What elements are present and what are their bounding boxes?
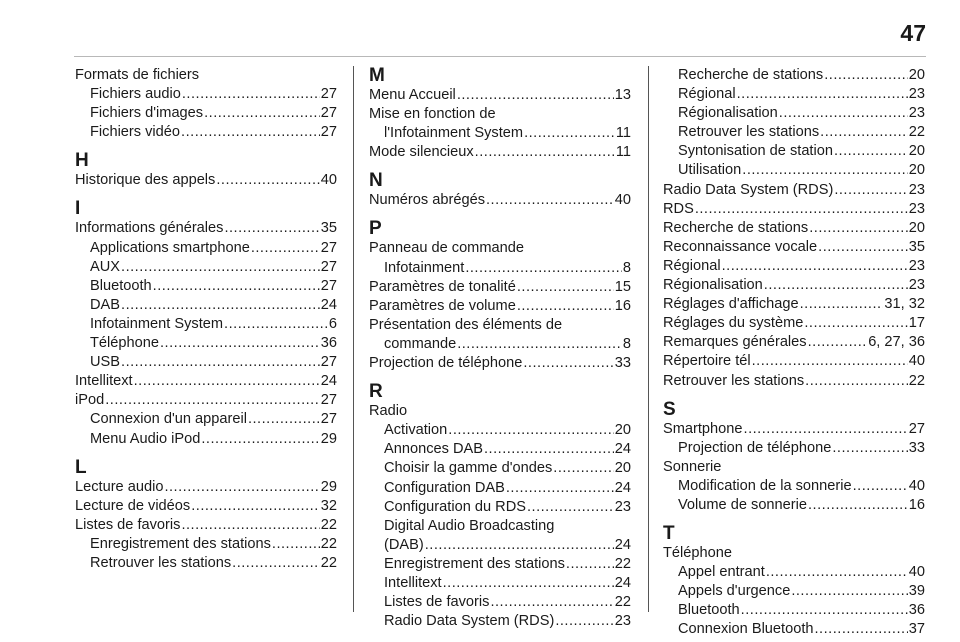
index-subentry xyxy=(75,554,337,573)
entry-term: Bluetooth xyxy=(678,602,740,619)
dot-leader xyxy=(457,335,622,354)
dot-leader xyxy=(121,258,320,277)
page-reference: 35 xyxy=(320,220,337,237)
dot-leader xyxy=(153,277,320,296)
entry-term: Bluetooth xyxy=(90,277,152,294)
index-entry xyxy=(663,200,925,219)
entry-term: Régionalisation xyxy=(663,277,763,294)
dot-leader xyxy=(764,276,908,295)
index-subentry xyxy=(369,124,631,143)
page-reference: 22 xyxy=(908,372,925,389)
dot-leader xyxy=(824,66,908,85)
index-subentry xyxy=(663,582,925,601)
page-reference: 20 xyxy=(614,422,631,439)
page-reference: 23 xyxy=(908,257,925,274)
index-subentry xyxy=(75,296,337,315)
dot-leader xyxy=(251,239,320,258)
entry-term: iPod xyxy=(75,392,105,409)
dot-leader xyxy=(448,421,613,440)
entry-term: Appel entrant xyxy=(678,564,765,581)
entry-term: Informations générales xyxy=(75,220,224,237)
index-column-3 xyxy=(663,66,925,640)
dot-leader xyxy=(818,238,908,257)
index-entry xyxy=(75,391,337,410)
page-reference: 22 xyxy=(908,124,925,141)
page-reference: 23 xyxy=(908,86,925,103)
page-reference: 27 xyxy=(908,420,925,437)
entry-term: Enregistrement des stations xyxy=(90,535,271,552)
dot-leader xyxy=(815,620,908,639)
dot-leader xyxy=(191,497,320,516)
page-reference: 27 xyxy=(320,124,337,141)
page-reference: 29 xyxy=(320,430,337,447)
dot-leader xyxy=(779,104,908,123)
index-subentry xyxy=(663,66,925,85)
page-reference: 35 xyxy=(908,238,925,255)
page-reference: 31, 32 xyxy=(884,296,925,313)
index-entry xyxy=(369,316,631,335)
page-reference: 20 xyxy=(908,67,925,83)
entry-term: Lecture audio xyxy=(75,478,164,495)
index-entry xyxy=(663,276,925,295)
index-subentry xyxy=(75,430,337,449)
dot-leader xyxy=(791,582,907,601)
entry-term: Infotainment System xyxy=(90,315,224,332)
index-entry xyxy=(75,516,337,535)
dot-leader xyxy=(134,372,320,391)
dot-leader xyxy=(490,593,613,612)
page-reference: 6 xyxy=(328,315,337,332)
entry-term: Activation xyxy=(384,422,448,439)
dot-leader xyxy=(832,439,907,458)
page-reference: 27 xyxy=(320,258,337,275)
entry-term: Projection de téléphone xyxy=(678,439,832,456)
entry-term: Téléphone xyxy=(663,545,732,562)
page-reference: 20 xyxy=(908,143,925,160)
page-reference: 15 xyxy=(614,278,631,295)
index-entry xyxy=(663,238,925,257)
entry-term: Connexion Bluetooth xyxy=(678,621,814,638)
page-reference: 27 xyxy=(320,277,337,294)
index-subentry xyxy=(663,620,925,639)
entry-term: Radio xyxy=(369,403,408,420)
dot-leader xyxy=(695,200,908,219)
dot-leader xyxy=(737,85,908,104)
index-entry xyxy=(75,372,337,391)
section-letter: S xyxy=(663,398,676,420)
page-reference: 29 xyxy=(320,478,337,495)
page-reference: 8 xyxy=(622,259,631,276)
dot-leader xyxy=(834,181,907,200)
entry-term: Choisir la gamme d'ondes xyxy=(384,460,553,477)
dot-leader xyxy=(752,352,908,371)
dot-leader xyxy=(527,498,614,517)
entry-term: Configuration du RDS xyxy=(384,498,526,515)
index-entry xyxy=(663,295,925,314)
page-reference: 8 xyxy=(622,335,631,352)
page-reference: 40 xyxy=(908,477,925,494)
dot-leader xyxy=(182,85,320,104)
index-entry xyxy=(369,297,631,316)
page-reference: 40 xyxy=(908,353,925,370)
entry-term: Menu Accueil xyxy=(369,87,456,103)
page-reference: 36 xyxy=(908,602,925,619)
page-reference: 11 xyxy=(615,125,631,142)
entry-term: Lecture de vidéos xyxy=(75,497,191,514)
section-letter: I xyxy=(75,198,81,220)
entry-term: (DAB) xyxy=(384,536,424,553)
page-reference: 24 xyxy=(320,296,337,313)
page-reference: 33 xyxy=(614,355,631,372)
dot-leader xyxy=(201,430,319,449)
index-entry xyxy=(369,402,631,421)
entry-term: Régional xyxy=(663,257,721,274)
entry-term: Mise en fonction de xyxy=(369,106,496,123)
dot-leader xyxy=(232,554,320,573)
entry-term: Réglages d'affichage xyxy=(663,296,799,313)
index-subentry xyxy=(663,104,925,123)
index-entry xyxy=(369,143,631,162)
index-entry xyxy=(663,219,925,238)
dot-leader xyxy=(160,334,320,353)
entry-term: Retrouver les stations xyxy=(90,554,232,571)
entry-term: Paramètres de volume xyxy=(369,297,516,314)
dot-leader xyxy=(224,315,328,334)
index-subentry xyxy=(75,353,337,372)
index-entry xyxy=(369,191,631,210)
entry-term: Présentation des éléments de xyxy=(369,316,563,333)
page-reference: 32 xyxy=(320,497,337,514)
page-reference: 24 xyxy=(614,479,631,496)
index-entry xyxy=(663,314,925,333)
index-entry xyxy=(663,257,925,276)
index-subentry xyxy=(369,459,631,478)
index-subentry xyxy=(75,258,337,277)
dot-leader xyxy=(216,171,319,190)
index-subentry xyxy=(369,536,631,555)
page-reference: 17 xyxy=(908,315,925,332)
entry-term: l'Infotainment System xyxy=(384,125,524,142)
entry-term: Modification de la sonnerie xyxy=(678,477,852,494)
page-reference: 22 xyxy=(320,554,337,571)
page-reference: 13 xyxy=(614,87,631,103)
dot-leader xyxy=(272,535,320,554)
index-subentry xyxy=(663,496,925,515)
page-reference: 23 xyxy=(908,181,925,198)
entry-term: Listes de favoris xyxy=(384,594,490,611)
entry-term: Fichiers audio xyxy=(90,86,181,103)
entry-term: Digital Audio Broadcasting xyxy=(384,517,555,534)
entry-term: Volume de sonnerie xyxy=(678,496,807,513)
page-reference: 16 xyxy=(908,496,925,513)
dot-leader xyxy=(105,391,320,410)
page-reference: 22 xyxy=(320,516,337,533)
page-reference: 23 xyxy=(908,200,925,217)
index-column-2 xyxy=(369,66,631,631)
entry-term: Utilisation xyxy=(678,162,742,179)
column-divider xyxy=(353,66,354,612)
entry-term: Infotainment xyxy=(384,259,465,276)
entry-term: AUX xyxy=(90,258,121,275)
entry-term: Régionalisation xyxy=(678,105,778,122)
entry-term: Fichiers vidéo xyxy=(90,124,181,141)
page-reference: 27 xyxy=(320,411,337,428)
entry-term: Smartphone xyxy=(663,420,743,437)
entry-term: Radio Data System (RDS) xyxy=(384,613,555,630)
entry-term: Sonnerie xyxy=(663,458,722,475)
entry-term: Reconnaissance vocale xyxy=(663,238,818,255)
index-entry xyxy=(663,333,925,352)
page-reference: 16 xyxy=(614,297,631,314)
dot-leader xyxy=(121,296,320,315)
entry-term: Configuration DAB xyxy=(384,479,505,496)
dot-leader xyxy=(555,612,613,631)
dot-leader xyxy=(742,161,908,180)
index-subentry xyxy=(75,315,337,334)
index-entry xyxy=(663,352,925,371)
entry-term: Formats de fichiers xyxy=(75,67,200,83)
index-subentry xyxy=(75,104,337,123)
dot-leader xyxy=(820,123,908,142)
entry-term: Intellitext xyxy=(384,574,442,591)
page-reference: 24 xyxy=(614,574,631,591)
index-entry xyxy=(663,458,925,477)
entry-term: Panneau de commande xyxy=(369,240,524,257)
dot-leader xyxy=(465,259,622,278)
entry-term: Paramètres de tonalité xyxy=(369,278,516,295)
page-reference: 27 xyxy=(320,86,337,103)
section-letter: T xyxy=(663,523,675,545)
page-reference: 27 xyxy=(320,239,337,256)
dot-leader xyxy=(523,354,613,373)
index-subentry xyxy=(75,239,337,258)
entry-term: Remarques générales xyxy=(663,334,807,351)
page-reference: 37 xyxy=(908,621,925,638)
entry-term: Recherche de stations xyxy=(678,67,824,83)
page-reference: 22 xyxy=(614,555,631,572)
entry-term: Recherche de stations xyxy=(663,219,809,236)
index-subentry xyxy=(75,535,337,554)
index-subentry xyxy=(369,612,631,631)
index-entry xyxy=(663,420,925,439)
page-reference: 23 xyxy=(908,105,925,122)
dot-leader xyxy=(164,478,319,497)
index-subentry xyxy=(663,601,925,620)
page-reference: 24 xyxy=(614,441,631,458)
page-reference: 20 xyxy=(614,460,631,477)
dot-leader xyxy=(800,295,884,314)
dot-leader xyxy=(853,477,908,496)
index-entry xyxy=(369,86,631,105)
page-reference: 23 xyxy=(614,498,631,515)
index-entry xyxy=(369,354,631,373)
page-reference: 40 xyxy=(908,564,925,581)
entry-term: DAB xyxy=(90,296,121,313)
index-entry xyxy=(75,219,337,238)
index-entry xyxy=(75,171,337,190)
section-letter: P xyxy=(369,218,382,240)
entry-term: Retrouver les stations xyxy=(663,372,805,389)
entry-term: Listes de favoris xyxy=(75,516,181,533)
entry-term: Historique des appels xyxy=(75,172,216,189)
dot-leader xyxy=(457,86,614,105)
index-subentry xyxy=(663,161,925,180)
index-entry xyxy=(75,497,337,516)
entry-term: Téléphone xyxy=(90,335,159,352)
dot-leader xyxy=(804,314,907,333)
index-subentry xyxy=(663,563,925,582)
dot-leader xyxy=(834,142,908,161)
section-letter: N xyxy=(369,170,383,192)
entry-term: Répertoire tél xyxy=(663,353,751,370)
section-letter: H xyxy=(75,150,89,172)
index-subentry xyxy=(369,555,631,574)
index-entry xyxy=(369,239,631,258)
page-reference: 24 xyxy=(320,373,337,390)
page-reference: 33 xyxy=(908,439,925,456)
section-letter: R xyxy=(369,381,383,403)
page-reference: 36 xyxy=(320,335,337,352)
page-reference: 22 xyxy=(614,594,631,611)
dot-leader xyxy=(722,257,908,276)
page-reference: 27 xyxy=(320,392,337,409)
dot-leader xyxy=(517,297,614,316)
index-subentry xyxy=(369,479,631,498)
page-reference: 23 xyxy=(614,613,631,630)
index-subentry xyxy=(75,277,337,296)
dot-leader xyxy=(181,123,320,142)
dot-leader xyxy=(204,104,320,123)
index-subentry xyxy=(369,440,631,459)
dot-leader xyxy=(809,219,908,238)
dot-leader xyxy=(484,440,614,459)
dot-leader xyxy=(553,459,614,478)
dot-leader xyxy=(425,536,614,555)
page-reference: 6, 27, 36 xyxy=(868,334,925,351)
index-entry xyxy=(369,105,631,124)
header-rule xyxy=(74,56,926,57)
dot-leader xyxy=(808,496,908,515)
index-entry xyxy=(663,372,925,391)
dot-leader xyxy=(486,191,614,210)
index-subentry xyxy=(663,142,925,161)
dot-leader xyxy=(506,479,614,498)
page-reference: 40 xyxy=(614,192,631,209)
page-reference: 39 xyxy=(908,583,925,600)
dot-leader xyxy=(524,124,615,143)
section-letter: L xyxy=(75,456,87,478)
entry-term: Enregistrement des stations xyxy=(384,555,565,572)
index-subentry xyxy=(663,439,925,458)
dot-leader xyxy=(766,563,908,582)
index-subentry xyxy=(369,517,631,536)
entry-term: Connexion d'un appareil xyxy=(90,411,247,428)
index-entry xyxy=(369,278,631,297)
index-subentry xyxy=(75,123,337,142)
entry-term: Radio Data System (RDS) xyxy=(663,181,834,198)
page-reference: 11 xyxy=(615,144,631,161)
index-column-1 xyxy=(75,66,337,573)
dot-leader xyxy=(744,420,908,439)
index-subentry xyxy=(75,85,337,104)
entry-term: Annonces DAB xyxy=(384,441,483,458)
index-subentry xyxy=(369,421,631,440)
page-reference: 27 xyxy=(320,105,337,122)
entry-term: commande xyxy=(384,335,457,352)
index-entry xyxy=(75,66,337,85)
entry-term: Applications smartphone xyxy=(90,239,250,256)
dot-leader xyxy=(181,516,319,535)
index-subentry xyxy=(75,334,337,353)
dot-leader xyxy=(121,353,320,372)
index-subentry xyxy=(663,123,925,142)
dot-leader xyxy=(248,410,320,429)
entry-term: Réglages du système xyxy=(663,315,804,332)
entry-term: USB xyxy=(90,354,121,371)
dot-leader xyxy=(517,278,614,297)
dot-leader xyxy=(475,143,615,162)
dot-leader xyxy=(443,574,614,593)
page-reference: 20 xyxy=(908,219,925,236)
dot-leader xyxy=(808,333,868,352)
index-subentry xyxy=(369,498,631,517)
entry-term: Mode silencieux xyxy=(369,144,474,161)
entry-term: Intellitext xyxy=(75,373,133,390)
page-number: 47 xyxy=(900,20,926,46)
page-reference: 20 xyxy=(908,162,925,179)
entry-term: RDS xyxy=(663,200,694,217)
entry-term: Régional xyxy=(678,86,736,103)
page-reference: 27 xyxy=(320,354,337,371)
index-subentry xyxy=(369,259,631,278)
page-reference: 23 xyxy=(908,277,925,294)
entry-term: Syntonisation de station xyxy=(678,143,833,160)
entry-term: Fichiers d'images xyxy=(90,105,204,122)
index-subentry xyxy=(663,477,925,496)
page-reference: 24 xyxy=(614,536,631,553)
column-divider xyxy=(648,66,649,612)
dot-leader xyxy=(224,219,319,238)
dot-leader xyxy=(805,372,908,391)
index-subentry xyxy=(75,410,337,429)
index-entry xyxy=(663,544,925,563)
index-subentry xyxy=(369,593,631,612)
index-entry xyxy=(663,181,925,200)
entry-term: Numéros abrégés xyxy=(369,192,485,209)
entry-term: Projection de téléphone xyxy=(369,355,523,372)
dot-leader xyxy=(566,555,614,574)
entry-term: Appels d'urgence xyxy=(678,583,791,600)
index-entry xyxy=(75,478,337,497)
index-subentry xyxy=(663,85,925,104)
entry-term: Menu Audio iPod xyxy=(90,430,201,447)
index-subentry xyxy=(369,574,631,593)
index-subentry xyxy=(369,335,631,354)
entry-term: Retrouver les stations xyxy=(678,124,820,141)
page-reference: 22 xyxy=(320,535,337,552)
section-letter: M xyxy=(369,65,385,86)
page-reference: 40 xyxy=(320,172,337,189)
dot-leader xyxy=(741,601,908,620)
